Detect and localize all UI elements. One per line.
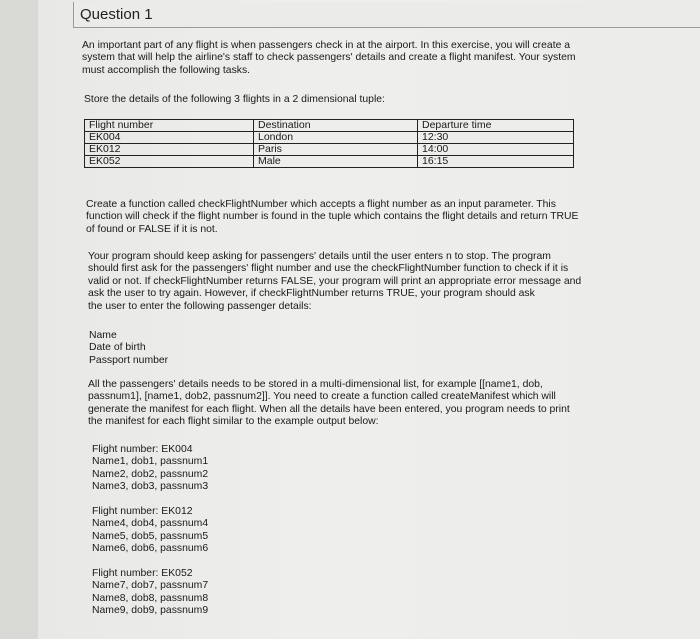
example-passenger-line: Name2, dob2, passnum2 <box>92 468 209 480</box>
table-row <box>85 156 574 168</box>
example-passenger-line: Name3, dob3, passnum3 <box>92 481 209 493</box>
example-passenger-line: Name9, dob9, passnum9 <box>92 605 209 617</box>
example-passenger-line: Name4, dob4, passnum4 <box>92 518 209 530</box>
program-paragraph: Your program should keep asking for passengers' details until the user enters n to stop. The program should first ask for the passengers' flight number and use the checkFlightNumber function to check if it is valid or not. If checkFlightNumber returns FALSE, your program will print an appropriate error message and ask the user to try again. However, if checkFlightNumber returns TRUE, your program should ask <box>88 251 582 300</box>
table-header: Departure time <box>418 120 574 132</box>
prompt-line: the user to enter the following passenger details: <box>88 300 312 312</box>
table-cell: Paris <box>254 144 418 156</box>
example-passenger-line: Name6, dob6, passnum6 <box>92 543 209 555</box>
table-row <box>85 132 574 144</box>
table-cell: 14:00 <box>418 144 574 156</box>
table-header: Destination <box>254 120 418 132</box>
storage-description: All the passengers' details needs to be stored in a multi-dimensional list, for example [[name1, dob, passnum1], [name1, dob2, passnum2]]. You need to create a function called createManifest which will generate the manifest for each flight. When all the details have been entered, you program needs to print the manifest for each flight similar to the example output below: <box>88 379 570 428</box>
table-cell: EK052 <box>85 156 254 168</box>
table-cell: EK012 <box>85 144 254 156</box>
manifest-example-ek012 <box>92 506 208 556</box>
passenger-detail-list <box>89 330 168 367</box>
example-flight-number: Flight number: EK004 <box>92 444 193 455</box>
table-cell: Male <box>254 156 418 168</box>
manifest-example-ek052 <box>92 568 208 618</box>
table-cell: EK004 <box>85 132 254 144</box>
table-cell: London <box>254 132 418 144</box>
table-header: Flight number <box>85 120 254 132</box>
question-heading: Question 1 <box>80 6 153 23</box>
example-passenger-line: Name5, dob5, passnum5 <box>92 530 209 542</box>
function-description: Create a function called checkFlightNumber which accepts a flight number as an input parameter. This function will check if the flight number is found in the tuple which contains the flight details and return TRUE of found or FALSE if it is not. <box>86 199 579 235</box>
program-description <box>88 251 583 313</box>
manifest-example-ek004 <box>92 444 208 494</box>
table-row <box>85 144 574 156</box>
table-cell: 12:30 <box>418 132 574 144</box>
table-header-row <box>85 120 574 132</box>
list-item: Passport number <box>89 354 169 366</box>
example-flight-number: Flight number: EK052 <box>92 568 193 579</box>
flights-table <box>84 119 574 168</box>
intro-paragraph: An important part of any flight is when passengers check in at the airport. In this exercise, you will create a system that will help the airline's staff to check passengers' details and create a flight manifest. Your system must accomplish the following tasks. <box>82 40 576 76</box>
example-passenger-line: Name1, dob1, passnum1 <box>92 456 209 468</box>
list-item: Name <box>89 330 117 341</box>
question-header-box <box>73 2 700 28</box>
example-flight-number: Flight number: EK012 <box>92 506 193 517</box>
list-item: Date of birth <box>89 342 146 354</box>
store-instruction: Store the details of the following 3 flights in a 2 dimensional tuple: <box>84 94 385 105</box>
table-cell: 16:15 <box>418 156 574 168</box>
example-passenger-line: Name8, dob8, passnum8 <box>92 592 209 604</box>
example-passenger-line: Name7, dob7, passnum7 <box>92 580 209 592</box>
